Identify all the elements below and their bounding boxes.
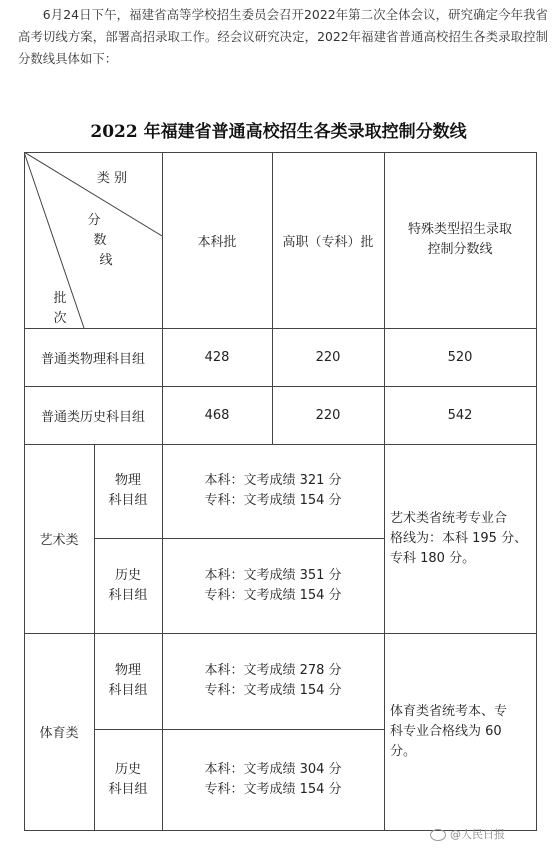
sport-physics-scores	[162, 633, 384, 729]
art-history-score-undergrad: 本科：文考成绩 351 分	[204, 567, 342, 583]
sport-history-score-undergrad: 本科：文考成绩 304 分	[204, 761, 342, 777]
header-special-line1: 特殊类型招生录取	[407, 222, 512, 237]
art-physics-score-vocational: 专科：文考成绩 154 分	[204, 493, 342, 508]
header-undergrad: 本科批	[197, 234, 237, 250]
sport-note-line2: 科专业合格线为 60	[390, 723, 502, 739]
table-title: 2022 年福建省普通高校招生各类录取控制分数线	[90, 122, 467, 142]
header-category-label: 类 别	[96, 170, 128, 186]
art-physics-group-line2: 科目组	[108, 493, 148, 508]
sport-note	[384, 633, 536, 830]
row-history-vocational: 220	[315, 407, 341, 423]
art-note-line2: 格线为：本科 195 分、	[390, 530, 528, 546]
row-history-label: 普通类历史科目组	[40, 409, 145, 425]
header-special	[384, 152, 536, 328]
row-physics-undergrad: 428	[204, 349, 230, 365]
art-note	[384, 444, 536, 633]
watermark-text: @人民日报	[450, 828, 505, 841]
row-physics-special: 520	[447, 349, 473, 365]
row-history-special: 542	[447, 407, 473, 423]
header-score-label-3: 线	[99, 252, 113, 268]
sport-physics-score-undergrad: 本科：文考成绩 278 分	[204, 663, 342, 678]
sport-history-score-vocational: 专科：文考成绩 154 分	[204, 781, 342, 797]
art-physics-scores	[162, 444, 384, 538]
sport-physics-score-vocational: 专科：文考成绩 154 分	[204, 683, 342, 698]
art-history-group-line2: 科目组	[108, 587, 148, 603]
sport-physics-group	[94, 633, 162, 729]
row-physics-vocational: 220	[315, 349, 341, 365]
art-history-group	[94, 538, 162, 633]
sport-label: 体育类	[39, 726, 79, 741]
sport-history-group-line2: 科目组	[108, 781, 148, 797]
art-note-line3: 专科 180 分。	[390, 550, 476, 566]
watermark	[430, 826, 505, 842]
art-history-scores	[162, 538, 384, 633]
sport-history-group-line1: 历史	[114, 761, 141, 777]
art-history-score-vocational: 专科：文考成绩 154 分	[204, 587, 342, 603]
row-history-undergrad: 468	[204, 407, 230, 423]
header-special-line2: 控制分数线	[427, 242, 493, 257]
sport-note-line3: 分。	[390, 743, 417, 759]
sport-note-line1: 体育类省统考本、专	[390, 703, 508, 719]
header-batch-label-2: 次	[53, 310, 67, 326]
header-batch-label-1: 批	[53, 290, 67, 306]
art-physics-score-undergrad: 本科：文考成绩 321 分	[204, 473, 342, 488]
art-physics-group-line1: 物理	[114, 473, 141, 488]
intro-paragraph: 6月24日下午，福建省高等学校招生委员会召开2022年第二次全体会议，研究确定今年我省高考切线方案，部署高招录取工作。经会议研究决定，2022年福建省普通高校招生各类录取控制分数线具体如下：	[18, 7, 548, 66]
sport-physics-group-line2: 科目组	[108, 683, 148, 698]
sport-history-scores	[162, 729, 384, 830]
header-score-label-2: 数	[93, 232, 107, 248]
row-physics-label: 普通类物理科目组	[40, 351, 145, 367]
art-physics-group	[94, 444, 162, 538]
art-note-line1: 艺术类省统考专业合	[390, 510, 508, 526]
art-history-group-line1: 历史	[114, 567, 141, 583]
art-label: 艺术类	[39, 533, 79, 548]
header-score-label-1: 分	[87, 212, 101, 228]
sport-history-group	[94, 729, 162, 830]
header-vocational: 高职（专科）批	[282, 234, 374, 250]
table-border-right	[536, 152, 537, 831]
sport-physics-group-line1: 物理	[114, 663, 141, 678]
weibo-icon	[430, 829, 446, 841]
